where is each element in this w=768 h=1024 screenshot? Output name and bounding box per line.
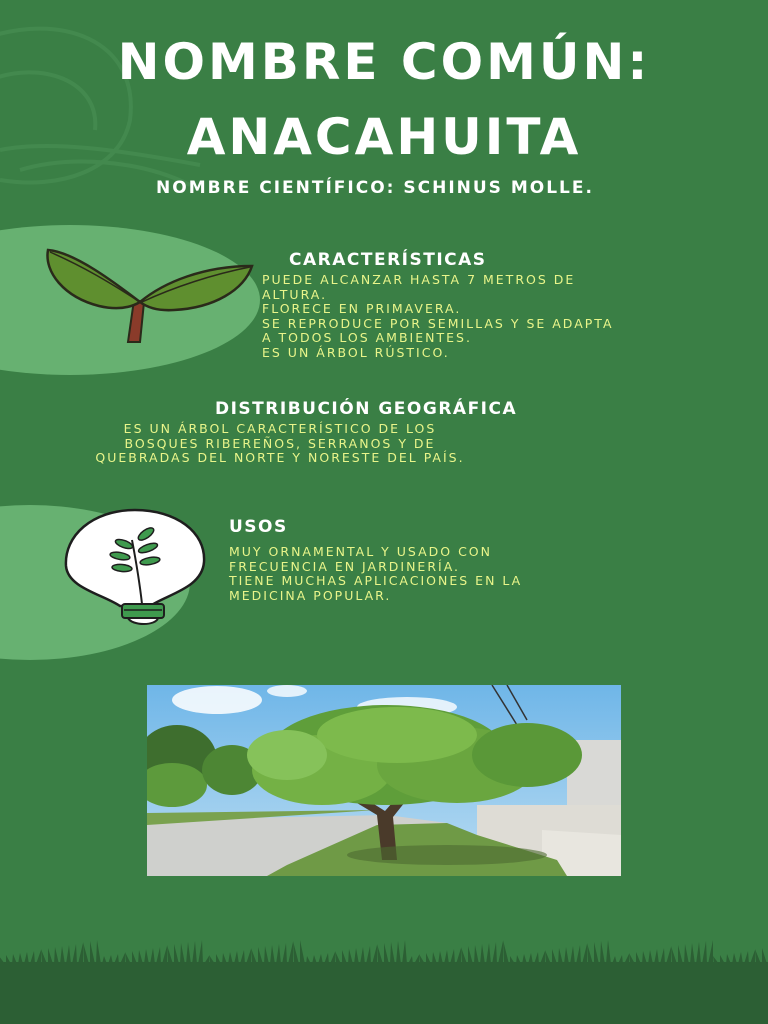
caracteristicas-text (262, 273, 614, 360)
sprout-icon (44, 242, 256, 346)
usos-line: MUY ORNAMENTAL Y USADO CON (229, 544, 492, 559)
distribucion-text (30, 422, 530, 466)
page-title-line2: ANACAHUITA (186, 108, 582, 166)
scientific-name: NOMBRE CIENTÍFICO: SCHINUS MOLLE. (156, 178, 594, 198)
caracteristicas-line: A TODOS LOS AMBIENTES. (262, 330, 472, 345)
distribucion-line: QUEBRADAS DEL NORTE Y NORESTE DEL PAÍS. (95, 450, 465, 465)
usos-heading: USOS (229, 517, 288, 537)
caracteristicas-line: FLORECE EN PRIMAVERA. (262, 301, 462, 316)
usos-line: FRECUENCIA EN JARDINERÍA. (229, 558, 460, 574)
usos-line: TIENE MUCHAS APLICACIONES EN LA (229, 573, 523, 588)
distribucion-line: BOSQUES RIBEREÑOS, SERRANOS Y DE (124, 435, 436, 451)
distribucion-heading: DISTRIBUCIÓN GEOGRÁFICA (215, 399, 518, 419)
usos-line: MEDICINA POPULAR. (229, 587, 392, 603)
page-title-line1: NOMBRE COMÚN: (117, 33, 651, 91)
usos-text (229, 545, 522, 603)
grass-footer (0, 940, 768, 1024)
caracteristicas-line: ES UN ÁRBOL RÚSTICO. (262, 344, 450, 360)
caracteristicas-heading: CARACTERÍSTICAS (289, 250, 487, 270)
tree-photo (147, 685, 621, 876)
grass-blades (0, 940, 768, 964)
caracteristicas-line: PUEDE ALCANZAR HASTA 7 METROS DE (262, 272, 576, 287)
caracteristicas-line: ALTURA. (262, 286, 328, 302)
lightbulb-plant-icon (62, 506, 208, 630)
distribucion-line: ES UN ÁRBOL CARACTERÍSTICO DE LOS (123, 421, 437, 436)
caracteristicas-line: SE REPRODUCE POR SEMILLAS Y SE ADAPTA (262, 315, 614, 331)
